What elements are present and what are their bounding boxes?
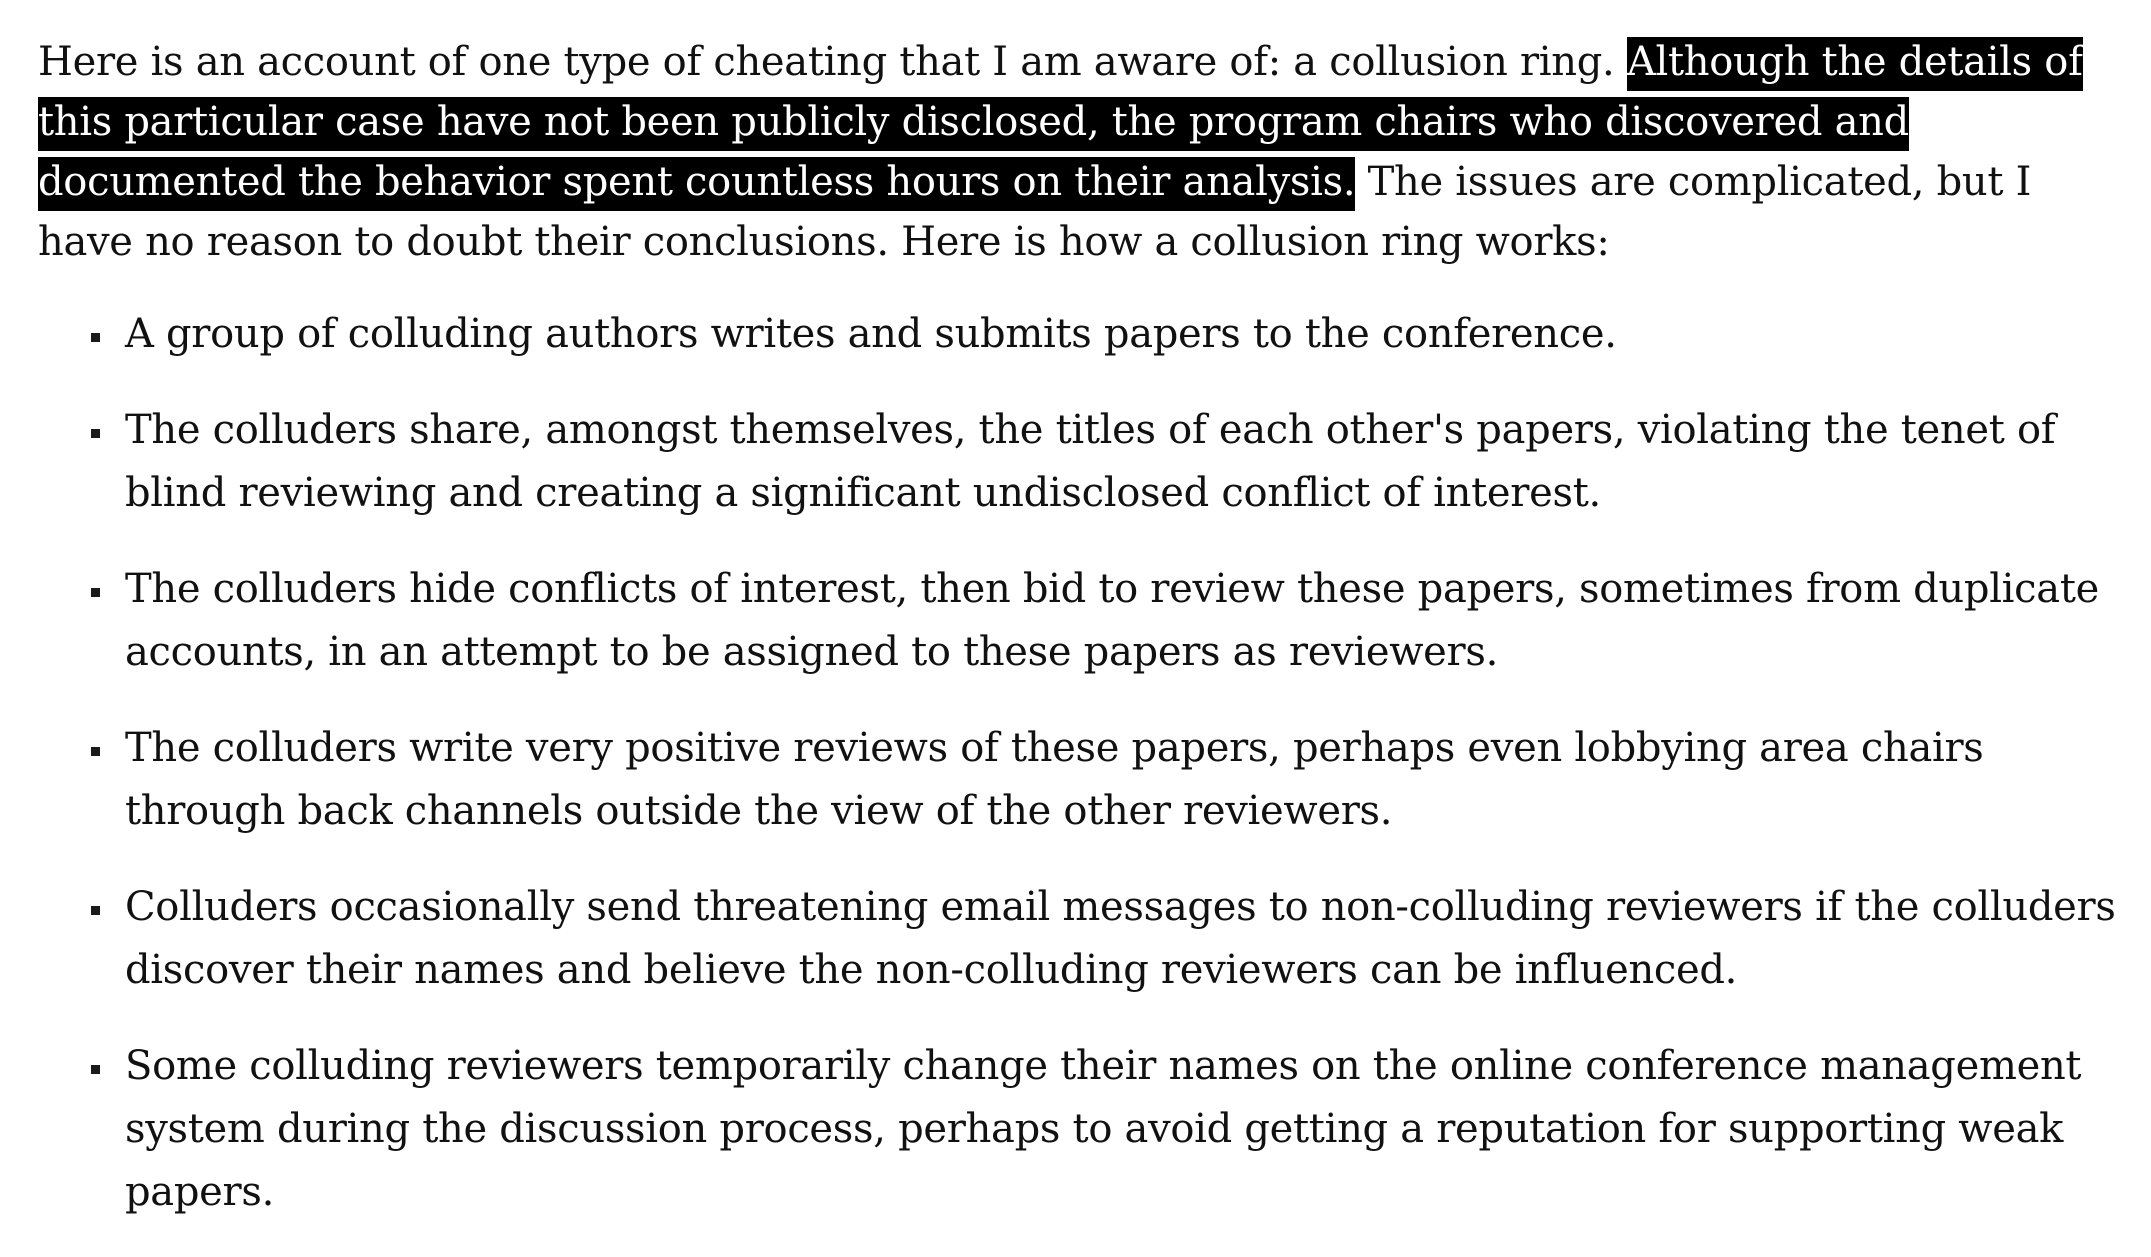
list-item xyxy=(38,303,2138,366)
collusion-steps-list xyxy=(38,303,2138,1224)
intro-paragraph xyxy=(38,32,2138,272)
highlighted-text-selection[interactable]: Although the details of this particular case have not been publicly disclosed, the program chairs who discovered and documented the behavior spent countless hours on their analysis. xyxy=(38,37,2083,211)
square-bullet-icon xyxy=(91,747,100,756)
list-item xyxy=(38,1035,2138,1224)
square-bullet-icon xyxy=(91,588,100,597)
list-item-text: The colluders share, amongst themselves, the titles of each other's papers, violating the tenet of blind reviewing and creating a significant undisclosed conflict of interest. xyxy=(125,407,2056,516)
list-item-text: The colluders write very positive reviews of these papers, perhaps even lobbying area chairs through back channels outside the view of the other reviewers. xyxy=(125,725,1984,834)
intro-text: Here is an account of one type of cheating that I am aware of: a collusion ring. xyxy=(38,39,1615,85)
square-bullet-icon xyxy=(91,1065,100,1074)
list-item xyxy=(38,558,2138,684)
square-bullet-icon xyxy=(91,906,100,915)
square-bullet-icon xyxy=(91,333,100,342)
list-item-text: The colluders hide conflicts of interest, then bid to review these papers, sometimes from duplicate accounts, in an attempt to be assigned to these papers as reviewers. xyxy=(125,566,2099,675)
list-item-text: Some colluding reviewers temporarily change their names on the online conference management system during the discussion process, perhaps to avoid getting a reputation for supporting weak papers. xyxy=(125,1043,2082,1215)
list-item-text: Colluders occasionally send threatening email messages to non-colluding reviewers if the colluders discover their names and believe the non-colluding reviewers can be influenced. xyxy=(125,884,2116,993)
list-item-text: A group of colluding authors writes and submits papers to the conference. xyxy=(125,311,1617,357)
intro-text-continued: The issues are complicated, but I have no reason to doubt their conclusions. Here is how a collusion ring works: xyxy=(38,159,2032,265)
list-item xyxy=(38,717,2138,843)
list-item xyxy=(38,399,2138,525)
square-bullet-icon xyxy=(91,429,100,438)
list-item xyxy=(38,876,2138,1002)
article-body xyxy=(38,32,2138,1257)
